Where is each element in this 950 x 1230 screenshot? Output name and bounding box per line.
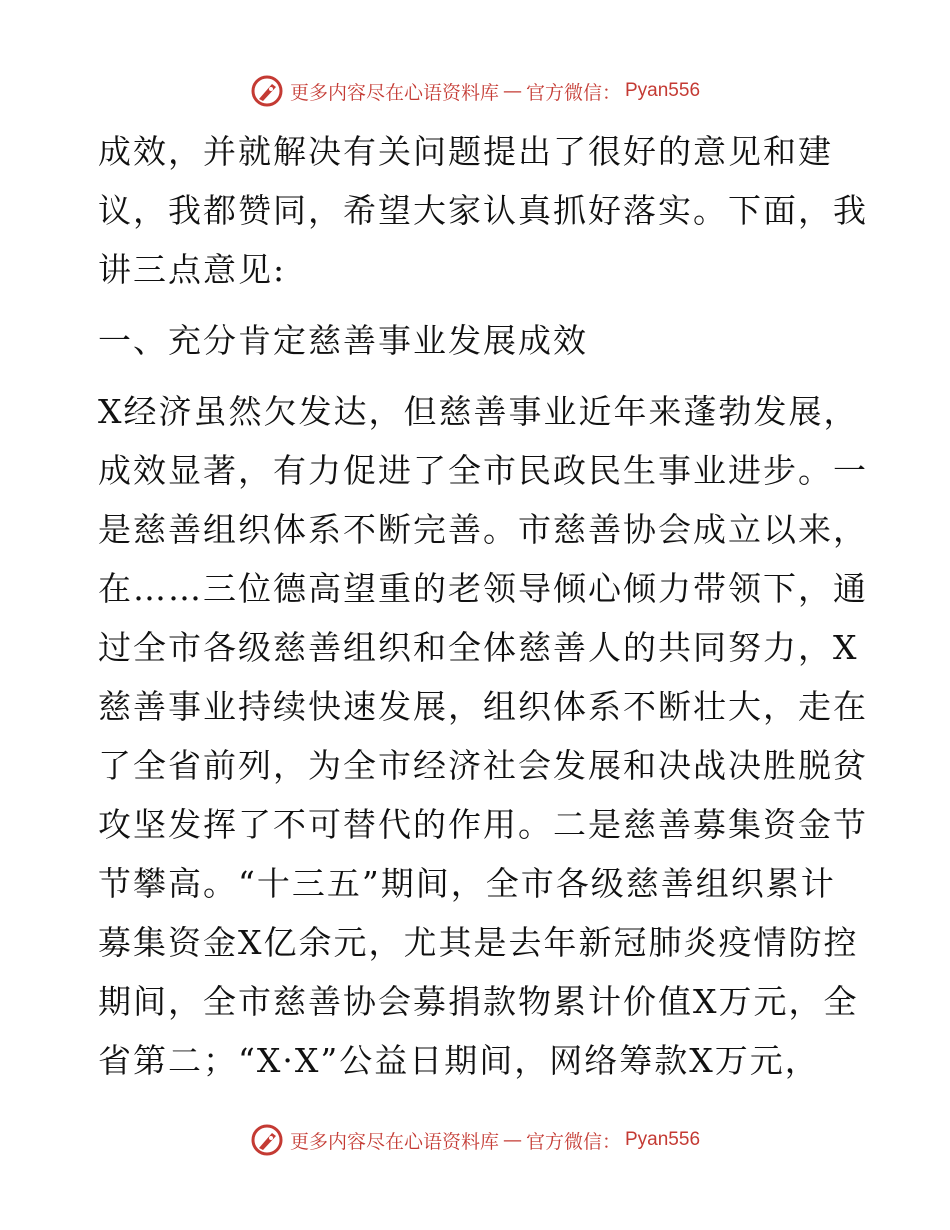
paragraph-line: 在……三位德高望重的老领导倾心倾力带领下，通 — [98, 569, 868, 608]
watermark-wechat-id: Pyan556 — [625, 1129, 701, 1150]
pen-nib-logo-icon — [250, 1123, 284, 1157]
paragraph-line: 省第二；“X·X”公益日期间，网络筹款X万元， — [98, 1041, 820, 1080]
paragraph-line: X经济虽然欠发达，但慈善事业近年来蓬勃发展， — [98, 392, 859, 431]
paragraph-line: 了全省前列，为全市经济社会发展和决战决胜脱贫 — [98, 746, 868, 785]
document-body — [98, 122, 868, 1090]
watermark-dash: — — [502, 1129, 522, 1151]
paragraph-line: 是慈善组织体系不断完善。市慈善协会成立以来， — [98, 510, 868, 549]
paragraph-line: 过全市各级慈善组织和全体慈善人的共同努力，X — [98, 628, 859, 667]
watermark-label: 官方微信： — [525, 81, 621, 104]
watermark-slogan: 更多内容尽在心语资料库 — [289, 1130, 499, 1153]
watermark-dash: — — [502, 80, 522, 102]
text-line: 议，我都赞同，希望大家认真抓好落实。下面，我 — [98, 191, 868, 230]
paragraph-line: 期间，全市慈善协会募捐款物累计价值X万元，全 — [98, 982, 859, 1021]
watermark-text-group — [290, 1127, 700, 1154]
header-watermark — [0, 71, 950, 111]
watermark-text-group — [290, 78, 700, 105]
pen-nib-logo-icon — [250, 74, 284, 108]
paragraph-line: 慈善事业持续快速发展，组织体系不断壮大，走在 — [98, 687, 868, 726]
watermark-slogan: 更多内容尽在心语资料库 — [289, 81, 499, 104]
text-line: 成效，并就解决有关问题提出了很好的意见和建 — [98, 132, 833, 171]
watermark-label: 官方微信： — [525, 1130, 621, 1153]
paragraph-line: 成效显著，有力促进了全市民政民生事业进步。一 — [98, 451, 868, 490]
section-heading: 一、充分肯定慈善事业发展成效 — [98, 321, 588, 360]
watermark-wechat-id: Pyan556 — [625, 80, 701, 101]
paragraph-line: 募集资金X亿余元，尤其是去年新冠肺炎疫情防控 — [98, 923, 859, 962]
footer-watermark — [0, 1120, 950, 1160]
text-line: 讲三点意见: — [98, 250, 287, 289]
paragraph-line: 节攀高。“十三五”期间，全市各级慈善组织累计 — [98, 864, 836, 903]
paragraph-line: 攻坚发挥了不可替代的作用。二是慈善募集资金节 — [98, 805, 868, 844]
